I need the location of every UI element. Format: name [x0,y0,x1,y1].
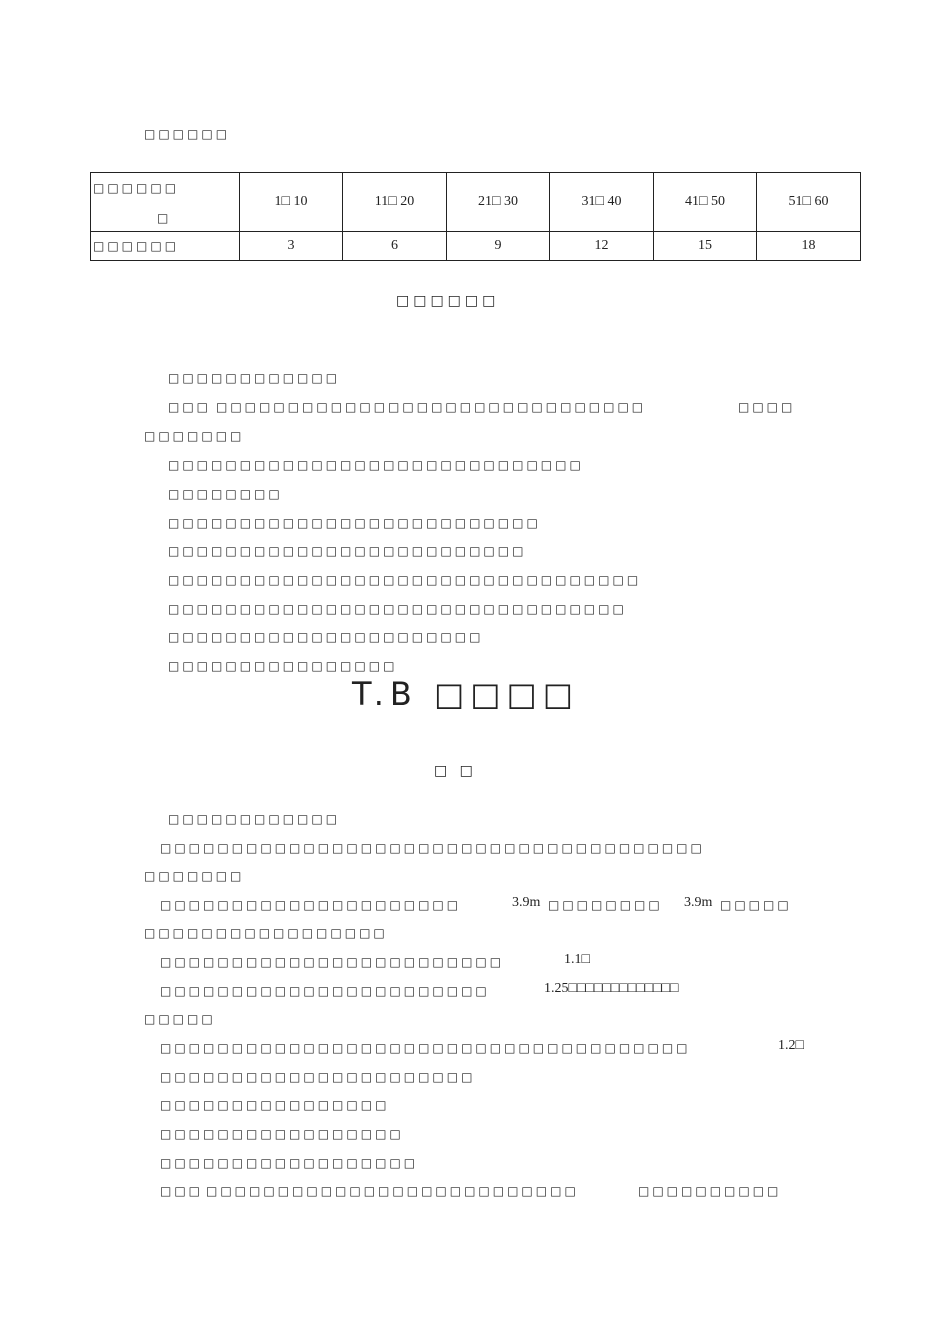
paragraph-line: □□□□□□□□□□□□□□□□□□□□□□□□□□□□□□□□□□□□□□ [160,841,705,855]
paragraph-line: □□□□□□□□□□□□□□□□□□□□□□□□□□ [206,1184,579,1198]
paragraph-line: □□□□□□□ [144,429,245,443]
table-cell: 6 [343,232,447,261]
paragraph-line: □□□□□□□□□□□□□□□□□□ [160,1156,419,1170]
paragraph-line: □□□□□□□□□□□□□□□□□□□□□□□□□□ [168,516,541,530]
paragraph-line: □□□□□□□□□□□□□□□□□□□□□□□ [160,984,490,998]
section1-title: □□□□□□ [396,293,500,309]
table-cell: 51□ 60 [757,173,861,232]
row-header-1 [91,173,240,232]
paragraph-value: 3.9m [684,895,713,910]
paragraph-line: □□□□□□□□□□□□□□□□□□□□□□ [160,1070,476,1084]
row-header-1-line2: □ [157,211,172,225]
table-cell: 15 [654,232,757,261]
paragraph-line: □□□□□□□□□□□□□□□□□□□□□□□□□□□□□ [168,458,584,472]
paragraph-line: □□□□□□□□□□□□□□□□□□□□□□□□□□□□□□ [216,400,647,414]
table-cell: 12 [550,232,654,261]
paragraph-line: □□□□□□□□□□□□□□□□□ [144,926,388,940]
paragraph-line: □□□□□□□□□□□□□□□□ [160,1098,390,1112]
paragraph-line: □□□□□□□□□□□□□□□□□□□□□□□□□□□□□□□□ [168,602,627,616]
section-subheading: □ □ [434,763,477,779]
paragraph-line: □□□□□ [720,898,792,912]
table-cell: 41□ 50 [654,173,757,232]
table-cell: 18 [757,232,861,261]
paragraph-line: □□□□□□□□□□□□□□□□□□□□□□□□□□□□□□□□□ [168,573,642,587]
paragraph-value: 1.25□□□□□□□□□□□□□ [544,981,679,996]
paragraph-line: □□□□□□□□□□□□□□□□□□□□□□□□ [160,955,505,969]
paragraph-line: □□□□□ [144,1012,216,1026]
table-cell: 11□ 20 [343,173,447,232]
table-cell: 9 [447,232,550,261]
paragraph-line: □□□□□□□□□□ [638,1184,782,1198]
paragraph-line: □□□□□□□□ [548,898,663,912]
paragraph-line: □□□ [168,400,212,414]
paragraph-line: □□□□□□□□□□□□ [168,812,341,826]
appendix-heading: T.B □□□□ [352,675,579,713]
paragraph-line: □□□□□□□□□□□□ [168,371,341,385]
paragraph-line: □□□□□□□□ [168,487,283,501]
table-cell: 21□ 30 [447,173,550,232]
paragraph-value: 3.9m [512,895,541,910]
paragraph-line: □□□□□□□□□□□□□□□□ [168,659,398,673]
paragraph-line: □□□□□□□□□□□□□□□□□□□□□□□□□ [168,544,527,558]
table-row [91,232,861,261]
paragraph-line: □□□ [160,1184,204,1198]
paragraph-value: 1.2□ [778,1038,804,1053]
row-header-2: □□□□□□ [91,232,240,261]
data-table [90,172,861,261]
table-cell: 3 [240,232,343,261]
paragraph-line: □□□□□□□□□□□□□□□□□□□□□□□□□□□□□□□□□□□□□ [160,1041,691,1055]
paragraph-line: □□□□□□□ [144,869,245,883]
paragraph-line: □□□□□□□□□□□□□□□□□□□□□ [160,898,462,912]
paragraph-line: □□□□□□□□□□□□□□□□□□□□□□ [168,630,484,644]
paragraph-line: □□□□ [738,400,796,414]
row-header-1-line1: □□□□□□ [93,181,180,195]
table-row [91,173,861,232]
paragraph-value: 1.1□ [564,952,590,967]
table-cell: 31□ 40 [550,173,654,232]
table-cell: 1□ 10 [240,173,343,232]
table-caption: □□□□□□ [144,127,231,141]
paragraph-line: □□□□□□□□□□□□□□□□□ [160,1127,404,1141]
